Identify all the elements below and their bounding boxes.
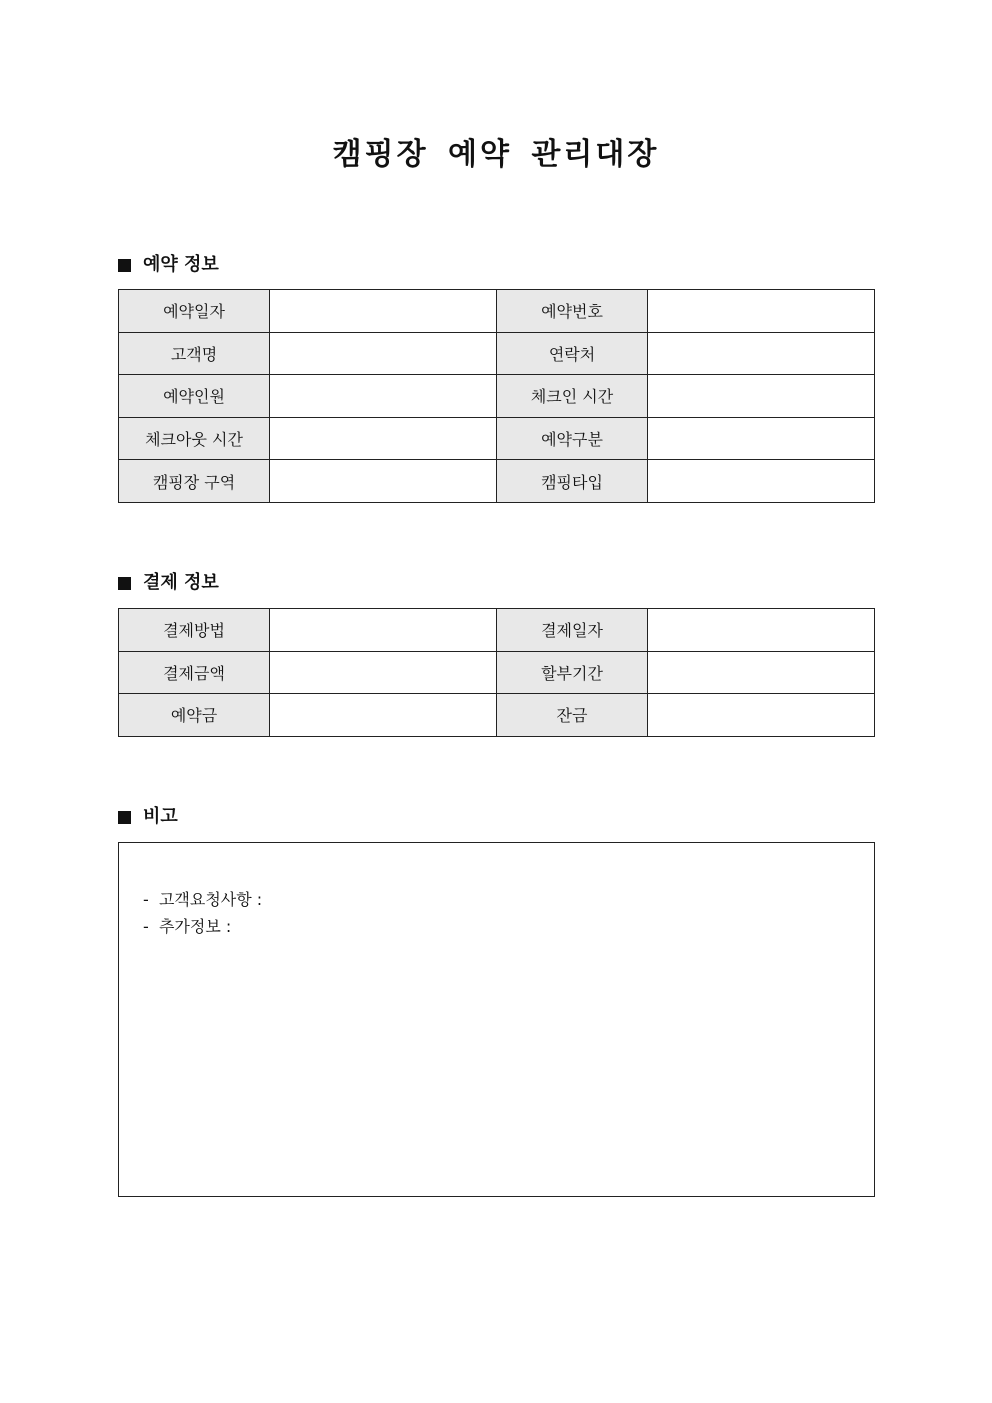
remarks-additional-info: - 추가정보 :: [143, 917, 232, 936]
section-heading-payment: [118, 570, 219, 596]
field-value-balance[interactable]: [648, 694, 875, 737]
table-row: [119, 460, 875, 503]
field-label: 예약구분: [497, 417, 648, 460]
field-label: 연락처: [497, 332, 648, 375]
page-title: 캠핑장 예약 관리대장: [332, 137, 660, 172]
table-row: [119, 332, 875, 375]
field-label: 체크아웃 시간: [119, 417, 270, 460]
square-bullet-icon: [118, 811, 131, 824]
field-value-reservation-date[interactable]: [270, 290, 497, 333]
field-label: 결제일자: [497, 609, 648, 652]
field-label: 예약인원: [119, 375, 270, 418]
remarks-box[interactable]: [118, 842, 875, 1197]
remarks-customer-request: - 고객요청사항 :: [143, 890, 263, 909]
field-value-customer-name[interactable]: [270, 332, 497, 375]
square-bullet-icon: [118, 577, 131, 590]
reservation-info-table: [118, 289, 875, 503]
field-label: 캠핑장 구역: [119, 460, 270, 503]
field-value-reservation-number[interactable]: [648, 290, 875, 333]
field-value-installment-period[interactable]: [648, 651, 875, 694]
field-value-reservation-type[interactable]: [648, 417, 875, 460]
field-value-camping-type[interactable]: [648, 460, 875, 503]
field-value-checkout-time[interactable]: [270, 417, 497, 460]
field-value-checkin-time[interactable]: [648, 375, 875, 418]
field-value-payment-amount[interactable]: [270, 651, 497, 694]
field-label: 결제금액: [119, 651, 270, 694]
table-row: [119, 417, 875, 460]
table-row: [119, 694, 875, 737]
field-label: 고객명: [119, 332, 270, 375]
field-value-payment-method[interactable]: [270, 609, 497, 652]
field-value-contact[interactable]: [648, 332, 875, 375]
payment-info-table: [118, 608, 875, 737]
field-label: 예약금: [119, 694, 270, 737]
field-label: 예약번호: [497, 290, 648, 333]
table-row: [119, 290, 875, 333]
field-value-campsite-zone[interactable]: [270, 460, 497, 503]
section-heading-reservation: [118, 252, 219, 278]
field-value-deposit[interactable]: [270, 694, 497, 737]
table-row: [119, 375, 875, 418]
field-value-payment-date[interactable]: [648, 609, 875, 652]
section-heading-remarks: [118, 804, 178, 830]
field-label: 캠핑타입: [497, 460, 648, 503]
field-label: 체크인 시간: [497, 375, 648, 418]
section-heading-label: 결제 정보: [143, 572, 219, 593]
field-label: 할부기간: [497, 651, 648, 694]
section-heading-label: 예약 정보: [143, 254, 219, 275]
square-bullet-icon: [118, 259, 131, 272]
field-label: 잔금: [497, 694, 648, 737]
field-value-guest-count[interactable]: [270, 375, 497, 418]
table-row: [119, 609, 875, 652]
section-heading-label: 비고: [143, 806, 178, 827]
field-label: 결제방법: [119, 609, 270, 652]
table-row: [119, 651, 875, 694]
field-label: 예약일자: [119, 290, 270, 333]
